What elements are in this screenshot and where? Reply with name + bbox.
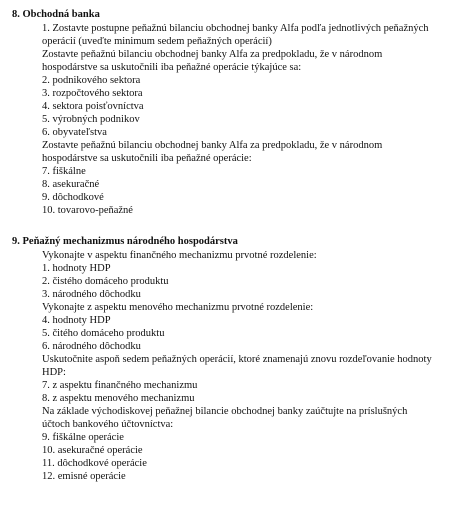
section-9-instruction-d: Na základe východiskovej peňažnej bilancie obchodnej banky zaúčtujte na príslušných bbox=[42, 406, 408, 417]
section-9-item-4: 4. hodnoty HDP bbox=[42, 315, 111, 326]
section-9-item-6: 6. národného dôchodku bbox=[42, 341, 141, 352]
section-9-item-12: 12. emisné operácie bbox=[42, 471, 126, 482]
section-8-item-6: 6. obyvateľstva bbox=[42, 127, 107, 138]
section-8-item-8: 8. asekuračné bbox=[42, 179, 100, 190]
section-8-item-3: 3. rozpočtového sektora bbox=[42, 88, 143, 99]
section-8-item-10: 10. tovarovo-peňažné bbox=[42, 205, 133, 216]
section-9-item-9: 9. fiškálne operácie bbox=[42, 432, 124, 443]
section-8-instruction-b-cont: hospodárstve sa uskutočnili iba peňažné operácie: bbox=[42, 153, 252, 164]
section-8-heading: 8. Obchodná banka bbox=[12, 9, 100, 20]
section-9-instruction-b: Vykonajte z aspektu menového mechanizmu prvotné rozdelenie: bbox=[42, 302, 314, 313]
section-8-item-9: 9. dôchodkové bbox=[42, 192, 104, 203]
section-8-instruction-a: Zostavte peňažnú bilanciu obchodnej banky Alfa za predpokladu, že v národnom bbox=[42, 49, 383, 60]
section-9-item-1: 1. hodnoty HDP bbox=[42, 263, 111, 274]
section-9-instruction-d-cont: účtoch bankového účtovníctva: bbox=[42, 419, 174, 430]
section-9-item-7: 7. z aspektu finančného mechanizmu bbox=[42, 380, 198, 391]
section-9-item-3: 3. národného dôchodku bbox=[42, 289, 141, 300]
section-9-item-10: 10. asekuračné operácie bbox=[42, 445, 143, 456]
section-8-task-1: 1. Zostavte postupne peňažnú bilanciu obchodnej banky Alfa podľa jednotlivých peňažných bbox=[42, 23, 429, 34]
section-8-task-1-cont: operácií (uveďte minimum sedem peňažných operácií) bbox=[42, 36, 272, 47]
section-9-item-8: 8. z aspektu menového mechanizmu bbox=[42, 393, 195, 404]
section-8-instruction-a-cont: hospodárstve sa uskutočnili iba peňažné operácie týkajúce sa: bbox=[42, 62, 302, 73]
section-9-item-2: 2. čistého domáceho produktu bbox=[42, 276, 169, 287]
section-8-item-2: 2. podnikového sektora bbox=[42, 75, 141, 86]
section-9-instruction-c: Uskutočnite aspoň sedem peňažných operácií, ktoré znamenajú znovu rozdeľovanie hodnoty bbox=[42, 354, 432, 365]
section-9-instruction-a: Vykonajte v aspektu finančného mechanizmu prvotné rozdelenie: bbox=[42, 250, 317, 261]
section-9-heading: 9. Peňažný mechanizmus národného hospodárstva bbox=[12, 236, 238, 247]
section-8-item-7: 7. fiškálne bbox=[42, 166, 86, 177]
section-8-item-5: 5. výrobných podnikov bbox=[42, 114, 140, 125]
section-9-item-11: 11. dôchodkové operácie bbox=[42, 458, 147, 469]
section-9-instruction-c-cont: HDP: bbox=[42, 367, 66, 378]
section-9-item-5: 5. čitého domáceho produktu bbox=[42, 328, 165, 339]
section-8-instruction-b: Zostavte peňažnú bilanciu obchodnej banky Alfa za predpokladu, že v národnom bbox=[42, 140, 383, 151]
section-8-item-4: 4. sektora poisťovníctva bbox=[42, 101, 144, 112]
